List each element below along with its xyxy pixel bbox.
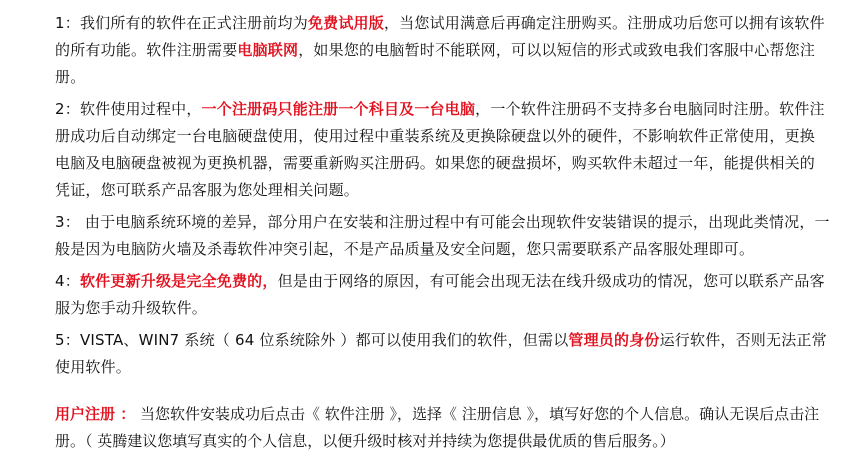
notice-paragraph-5 xyxy=(55,327,830,381)
registration-instructions xyxy=(55,401,830,455)
notice-paragraph-3 xyxy=(55,209,830,263)
registration-label: 用户注册 ： xyxy=(55,405,136,423)
segment: 5：VISTA、WIN7 系统（ 64 位系统除外 ）都可以使用我们的软件，但需以 xyxy=(55,331,569,349)
segment: ，一个软件注册码不支持多台电脑同时注册。软件注册成功后自动绑定一台电脑硬盘使用，使用过程中重装系统及更换除硬盘以外的硬件，不影响软件正常使用，更换电脑及电脑硬盘被视为更换机器，需要重新购买注册码。如果您的硬盘损坏，购买软件未超过一年，能提供相关的凭证，您可联系产品客服为您处理相关问题。 xyxy=(55,100,825,199)
highlight-free-update: 软件更新升级是完全免费的， xyxy=(79,272,278,290)
highlight-free-trial: 免费试用版 xyxy=(307,14,384,32)
segment: ，如果您的电脑暂时不能联网，可以以短信的形式或致电我们客服中心帮您注册。 xyxy=(55,41,816,86)
segment: 4： xyxy=(55,272,80,290)
registration-text: 当您软件安装成功后点击《 软件注册 》，选择《 注册信息 》，填写好您的个人信息。确认无误后点击注册。（ 英腾建议您填写真实的个人信息，以便升级时核对并持续为您提供最优质的售后服务。） xyxy=(55,405,820,450)
segment: 2：软件使用过程中， xyxy=(55,100,202,118)
highlight-admin: 管理员的身份 xyxy=(568,331,660,349)
highlight-one-code-one-pc: 一个注册码只能注册一个科目及一台电脑 xyxy=(201,100,476,118)
segment: 3： 由于电脑系统环境的差异，部分用户在安装和注册过程中有可能会出现软件安装错误的提示，出现此类情况，一般是因为电脑防火墙及杀毒软件冲突引起，不是产品质量及安全问题，您只需要联系产品客服处理即可。 xyxy=(55,213,830,258)
segment: 运行软件，否则无法正常使用软件。 xyxy=(55,331,827,376)
segment: 1：我们所有的软件在正式注册前均为 xyxy=(55,14,308,32)
notice-paragraph-1 xyxy=(55,10,830,91)
notice-paragraph-4 xyxy=(55,268,830,322)
segment: 但是由于网络的原因，有可能会出现无法在线升级成功的情况，您可以联系产品客服为您手动升级软件。 xyxy=(55,272,825,317)
highlight-internet: 电脑联网 xyxy=(237,41,299,59)
notice-paragraph-2 xyxy=(55,96,830,204)
segment: ，当您试用满意后再确定注册购买。注册成功后您可以拥有该软件的所有功能。软件注册需要 xyxy=(55,14,825,59)
